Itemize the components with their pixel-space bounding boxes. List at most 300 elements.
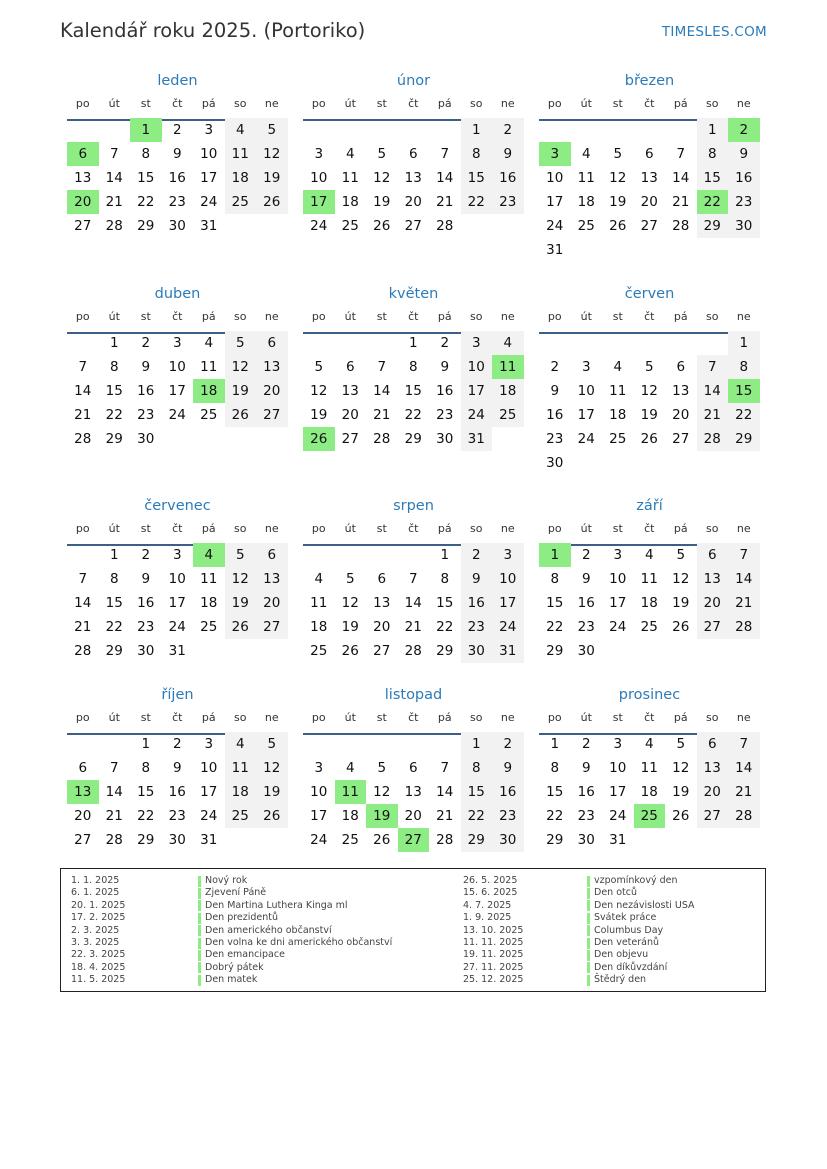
day-cell: 21 (373, 407, 391, 423)
day-cell: 28 (373, 431, 391, 447)
day-cell: 24 (168, 407, 186, 423)
day-cell: 10 (310, 784, 328, 800)
day-cell: 30 (436, 431, 454, 447)
day-cell: 15 (404, 383, 422, 399)
weekday-label: út (580, 97, 592, 110)
legend-color-bar (198, 925, 201, 936)
legend-date: 27. 11. 2025 (463, 961, 524, 973)
day-cell: 27 (74, 832, 92, 848)
day-cell: 13 (74, 170, 92, 186)
weekday-label: pá (437, 522, 452, 535)
day-cell: 28 (404, 643, 422, 659)
month-name: březen (624, 73, 675, 89)
day-cell: 6 (644, 146, 654, 162)
day-cell: 11 (225, 142, 257, 166)
day-cell: 24 (200, 808, 218, 824)
weekday-label: čt (172, 310, 183, 323)
day-cell: 29 (546, 643, 564, 659)
day-cell: 20 (256, 591, 288, 615)
day-cell: 3 (314, 146, 324, 162)
day-cell: 18 (225, 166, 257, 190)
day-cell: 16 (492, 780, 524, 804)
day-cell: 20 (404, 808, 422, 824)
day-cell: 20 (672, 407, 690, 423)
day-cell: 15 (461, 780, 493, 804)
day-cell: 25 (310, 643, 328, 659)
day-cell: 31 (200, 218, 218, 234)
day-cell: 10 (168, 571, 186, 587)
legend-color-bar (587, 888, 590, 899)
legend-date: 20. 1. 2025 (71, 899, 126, 911)
day-cell: 9 (550, 383, 560, 399)
holiday-day-cell: 1 (539, 543, 571, 567)
day-cell: 29 (105, 643, 123, 659)
holiday-day-cell: 6 (67, 142, 99, 166)
day-cell: 29 (137, 832, 155, 848)
day-cell: 28 (436, 218, 454, 234)
legend-holiday-name: Nový rok (205, 875, 248, 886)
day-cell: 29 (728, 427, 760, 451)
day-cell: 27 (672, 431, 690, 447)
day-cell: 13 (404, 170, 422, 186)
day-cell: 6 (697, 732, 729, 756)
page-header (0, 0, 827, 60)
month-name: srpen (393, 498, 434, 514)
holiday-day-cell: 3 (539, 142, 571, 166)
weekday-label: pá (673, 97, 688, 110)
day-cell: 2 (581, 736, 591, 752)
legend-holiday-name: Den veteránů (594, 937, 660, 948)
day-cell: 20 (640, 194, 658, 210)
day-cell: 13 (256, 355, 288, 379)
day-cell: 21 (105, 194, 123, 210)
weekday-label: st (140, 711, 151, 724)
day-cell: 14 (728, 756, 760, 780)
weekday-label: ne (500, 522, 515, 535)
day-cell: 15 (697, 166, 729, 190)
day-cell: 19 (672, 784, 690, 800)
day-cell: 26 (373, 832, 391, 848)
holiday-day-cell: 2 (728, 118, 760, 142)
legend-color-bar (587, 913, 590, 924)
day-cell: 2 (172, 736, 182, 752)
day-cell: 24 (200, 194, 218, 210)
day-cell: 21 (74, 619, 92, 635)
day-cell: 3 (581, 359, 591, 375)
day-cell: 23 (168, 808, 186, 824)
day-cell: 4 (581, 146, 591, 162)
day-cell: 12 (373, 170, 391, 186)
day-cell: 5 (644, 359, 654, 375)
day-cell: 12 (373, 784, 391, 800)
legend-holiday-name: Zjevení Páně (205, 887, 267, 899)
legend-date: 11. 5. 2025 (71, 974, 126, 986)
day-cell: 1 (109, 335, 119, 351)
day-cell: 14 (74, 383, 92, 399)
day-cell: 6 (408, 146, 418, 162)
day-cell: 7 (377, 359, 387, 375)
day-cell: 12 (310, 383, 328, 399)
page-title: Kalendář roku 2025. (Portoriko) (60, 19, 366, 42)
day-cell: 25 (640, 619, 658, 635)
day-cell: 17 (577, 407, 595, 423)
day-cell: 19 (341, 619, 359, 635)
day-cell: 2 (141, 335, 151, 351)
weekday-label: ne (736, 522, 751, 535)
legend-date: 17. 2. 2025 (71, 912, 126, 924)
day-cell: 20 (341, 407, 359, 423)
day-cell: 11 (225, 756, 257, 780)
day-cell: 28 (74, 431, 92, 447)
weekday-label: st (140, 310, 151, 323)
weekday-label: čt (408, 97, 419, 110)
day-cell: 16 (728, 166, 760, 190)
day-cell: 19 (672, 595, 690, 611)
day-cell: 15 (436, 595, 454, 611)
day-cell: 5 (377, 146, 387, 162)
day-cell: 7 (440, 146, 450, 162)
holiday-day-cell: 25 (634, 804, 666, 828)
day-cell: 12 (256, 756, 288, 780)
weekday-label: po (311, 711, 326, 724)
day-cell: 6 (256, 543, 288, 567)
weekday-label: so (706, 522, 719, 535)
day-cell: 7 (78, 571, 88, 587)
weekday-label: ne (264, 711, 279, 724)
day-cell: 25 (341, 218, 359, 234)
legend-date: 1. 9. 2025 (463, 912, 512, 924)
day-cell: 22 (461, 804, 493, 828)
day-cell: 8 (141, 760, 151, 776)
day-cell: 30 (137, 643, 155, 659)
holiday-day-cell: 11 (492, 355, 524, 379)
day-cell: 5 (377, 760, 387, 776)
day-cell: 21 (436, 808, 454, 824)
day-cell: 15 (105, 595, 123, 611)
day-cell: 21 (672, 194, 690, 210)
legend-color-bar (587, 876, 590, 887)
day-cell: 30 (546, 455, 564, 471)
day-cell: 13 (341, 383, 359, 399)
day-cell: 14 (105, 784, 123, 800)
day-cell: 20 (373, 619, 391, 635)
weekday-label: po (75, 310, 90, 323)
day-cell: 8 (550, 760, 560, 776)
day-cell: 22 (546, 619, 564, 635)
weekday-label: so (234, 522, 247, 535)
day-cell: 8 (141, 146, 151, 162)
weekday-label: čt (644, 522, 655, 535)
holiday-day-cell: 17 (303, 190, 335, 214)
day-cell: 13 (672, 383, 690, 399)
day-cell: 29 (105, 431, 123, 447)
day-cell: 19 (225, 379, 257, 403)
legend-date: 22. 3. 2025 (71, 949, 126, 961)
legend-date: 11. 11. 2025 (463, 937, 524, 948)
day-cell: 21 (404, 619, 422, 635)
day-cell: 12 (672, 571, 690, 587)
legend-color-bar (198, 876, 201, 887)
day-cell: 4 (225, 732, 257, 756)
day-cell: 7 (109, 146, 119, 162)
day-cell: 17 (546, 194, 564, 210)
day-cell: 30 (577, 832, 595, 848)
day-cell: 3 (613, 736, 623, 752)
legend-holiday-name: Den díkůvzdání (594, 961, 668, 973)
day-cell: 1 (461, 732, 493, 756)
day-cell: 13 (256, 567, 288, 591)
weekday-label: út (108, 522, 120, 535)
day-cell: 7 (676, 146, 686, 162)
day-cell: 6 (78, 760, 88, 776)
day-cell: 16 (137, 383, 155, 399)
day-cell: 13 (373, 595, 391, 611)
day-cell: 26 (225, 403, 257, 427)
day-cell: 31 (546, 242, 564, 258)
day-cell: 9 (728, 142, 760, 166)
day-cell: 19 (225, 591, 257, 615)
legend-date: 1. 1. 2025 (71, 875, 120, 886)
day-cell: 29 (137, 218, 155, 234)
day-cell: 17 (168, 383, 186, 399)
weekday-label: st (612, 97, 623, 110)
day-cell: 17 (200, 784, 218, 800)
day-cell: 1 (141, 736, 151, 752)
legend-color-bar (587, 962, 590, 973)
weekday-label: út (344, 310, 356, 323)
day-cell: 18 (341, 808, 359, 824)
day-cell: 24 (609, 808, 627, 824)
holiday-legend (60, 868, 766, 992)
day-cell: 15 (546, 595, 564, 611)
day-cell: 24 (461, 403, 493, 427)
day-cell: 25 (609, 431, 627, 447)
day-cell: 23 (436, 407, 454, 423)
day-cell: 1 (109, 547, 119, 563)
holiday-day-cell: 22 (697, 190, 729, 214)
day-cell: 18 (640, 595, 658, 611)
day-cell: 20 (404, 194, 422, 210)
day-cell: 22 (461, 190, 493, 214)
day-cell: 14 (404, 595, 422, 611)
weekday-label: pá (201, 310, 216, 323)
day-cell: 22 (137, 808, 155, 824)
weekday-label: čt (644, 97, 655, 110)
day-cell: 8 (440, 571, 450, 587)
day-cell: 6 (697, 543, 729, 567)
day-cell: 30 (137, 431, 155, 447)
day-cell: 14 (672, 170, 690, 186)
day-cell: 2 (581, 547, 591, 563)
holiday-day-cell: 19 (366, 804, 398, 828)
day-cell: 30 (728, 214, 760, 238)
weekday-label: ne (264, 522, 279, 535)
weekday-label: ne (264, 97, 279, 110)
day-cell: 4 (644, 736, 654, 752)
day-cell: 27 (404, 218, 422, 234)
weekday-label: út (580, 310, 592, 323)
day-cell: 28 (728, 804, 760, 828)
day-cell: 18 (310, 619, 328, 635)
day-cell: 30 (492, 828, 524, 852)
day-cell: 10 (492, 567, 524, 591)
day-cell: 5 (225, 331, 257, 355)
day-cell: 12 (225, 355, 257, 379)
day-cell: 6 (408, 760, 418, 776)
day-cell: 9 (581, 760, 591, 776)
day-cell: 4 (314, 571, 324, 587)
legend-holiday-name: Den objevu (594, 949, 649, 961)
weekday-label: so (234, 97, 247, 110)
day-cell: 9 (492, 142, 524, 166)
weekday-label: st (140, 97, 151, 110)
day-cell: 24 (310, 832, 328, 848)
day-cell: 5 (256, 118, 288, 142)
month-name: květen (388, 286, 439, 302)
weekday-label: út (344, 97, 356, 110)
weekday-label: po (75, 711, 90, 724)
day-cell: 6 (345, 359, 355, 375)
day-cell: 4 (204, 335, 214, 351)
day-cell: 25 (225, 804, 257, 828)
day-cell: 23 (546, 431, 564, 447)
day-cell: 22 (436, 619, 454, 635)
month-name: říjen (161, 687, 194, 703)
day-cell: 24 (546, 218, 564, 234)
day-cell: 29 (436, 643, 454, 659)
day-cell: 4 (644, 547, 654, 563)
day-cell: 12 (672, 760, 690, 776)
month-name: červen (624, 286, 675, 302)
legend-color-bar (198, 900, 201, 911)
day-cell: 9 (141, 359, 151, 375)
day-cell: 20 (697, 780, 729, 804)
day-cell: 9 (440, 359, 450, 375)
holiday-day-cell: 26 (303, 427, 335, 451)
day-cell: 25 (577, 218, 595, 234)
day-cell: 17 (168, 595, 186, 611)
weekday-label: so (234, 310, 247, 323)
day-cell: 30 (168, 218, 186, 234)
day-cell: 30 (577, 643, 595, 659)
day-cell: 7 (728, 543, 760, 567)
legend-color-bar (198, 913, 201, 924)
weekday-label: čt (172, 97, 183, 110)
day-cell: 4 (225, 118, 257, 142)
legend-holiday-name: vzpomínkový den (594, 875, 678, 886)
legend-holiday-name: Dobrý pátek (205, 961, 264, 973)
legend-date: 4. 7. 2025 (463, 899, 512, 911)
day-cell: 18 (577, 194, 595, 210)
day-cell: 20 (74, 808, 92, 824)
legend-holiday-name: Svátek práce (594, 912, 657, 924)
day-cell: 3 (613, 547, 623, 563)
day-cell: 26 (373, 218, 391, 234)
day-cell: 21 (105, 808, 123, 824)
day-cell: 10 (310, 170, 328, 186)
weekday-label: pá (437, 310, 452, 323)
month-name: únor (396, 73, 431, 89)
day-cell: 21 (728, 591, 760, 615)
day-cell: 28 (436, 832, 454, 848)
day-cell: 17 (461, 379, 493, 403)
day-cell: 8 (109, 359, 119, 375)
day-cell: 30 (461, 639, 493, 663)
day-cell: 12 (225, 567, 257, 591)
weekday-label: ne (264, 310, 279, 323)
day-cell: 28 (728, 615, 760, 639)
weekday-label: ne (500, 97, 515, 110)
holiday-day-cell: 1 (130, 118, 162, 142)
legend-date: 15. 6. 2025 (463, 887, 518, 899)
month-name: duben (154, 286, 201, 302)
day-cell: 11 (577, 170, 595, 186)
legend-holiday-name: Den volna ke dni amerického občanství (205, 937, 393, 948)
day-cell: 10 (609, 571, 627, 587)
day-cell: 16 (577, 784, 595, 800)
day-cell: 13 (640, 170, 658, 186)
weekday-label: pá (437, 711, 452, 724)
day-cell: 7 (408, 571, 418, 587)
legend-date: 6. 1. 2025 (71, 887, 120, 899)
day-cell: 22 (137, 194, 155, 210)
day-cell: 31 (492, 639, 524, 663)
day-cell: 2 (141, 547, 151, 563)
day-cell: 14 (436, 784, 454, 800)
legend-color-bar (587, 900, 590, 911)
day-cell: 19 (640, 407, 658, 423)
day-cell: 20 (256, 379, 288, 403)
site-name[interactable]: TIMESLES.COM (661, 24, 767, 40)
day-cell: 10 (546, 170, 564, 186)
day-cell: 23 (137, 619, 155, 635)
day-cell: 6 (676, 359, 686, 375)
legend-date: 13. 10. 2025 (463, 924, 524, 936)
day-cell: 28 (105, 832, 123, 848)
day-cell: 4 (613, 359, 623, 375)
day-cell: 14 (728, 567, 760, 591)
weekday-label: út (108, 711, 120, 724)
weekday-label: čt (408, 522, 419, 535)
day-cell: 12 (341, 595, 359, 611)
day-cell: 25 (341, 832, 359, 848)
weekday-label: po (311, 522, 326, 535)
day-cell: 23 (137, 407, 155, 423)
day-cell: 20 (697, 591, 729, 615)
day-cell: 18 (341, 194, 359, 210)
weekday-label: ne (500, 310, 515, 323)
day-cell: 8 (461, 756, 493, 780)
day-cell: 9 (172, 760, 182, 776)
day-cell: 1 (697, 118, 729, 142)
legend-holiday-name: Den emancipace (205, 949, 285, 961)
weekday-label: pá (201, 522, 216, 535)
holiday-day-cell: 13 (67, 780, 99, 804)
weekday-label: po (75, 522, 90, 535)
day-cell: 8 (408, 359, 418, 375)
legend-date: 25. 12. 2025 (463, 974, 524, 986)
day-cell: 24 (577, 431, 595, 447)
day-cell: 14 (697, 379, 729, 403)
day-cell: 27 (341, 431, 359, 447)
day-cell: 21 (74, 407, 92, 423)
day-cell: 3 (204, 122, 214, 138)
weekday-label: po (547, 310, 562, 323)
day-cell: 24 (168, 619, 186, 635)
weekday-label: st (140, 522, 151, 535)
weekday-label: ne (736, 97, 751, 110)
day-cell: 8 (697, 142, 729, 166)
